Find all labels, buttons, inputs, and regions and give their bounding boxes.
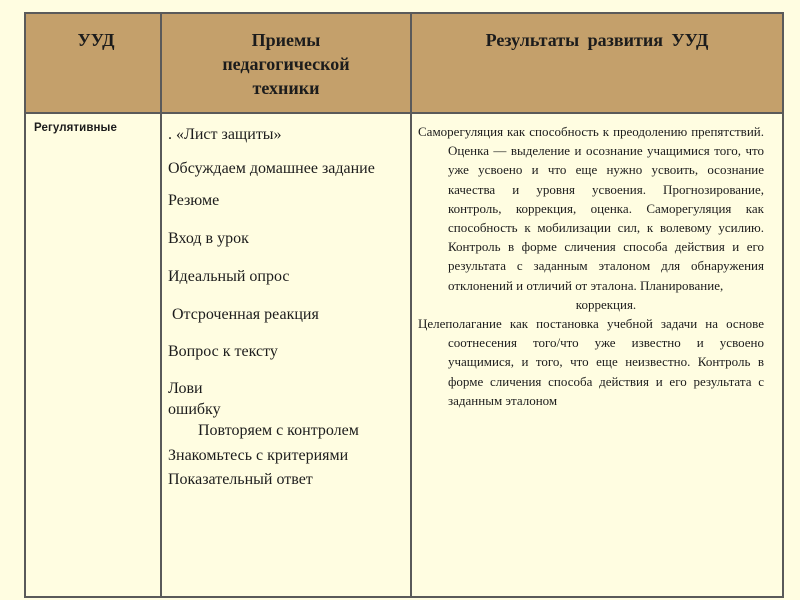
technique-item: Идеальный опрос [168, 268, 290, 285]
technique-item: Знакомьтесь с критериями [168, 447, 349, 464]
technique-item: Вход в урок [168, 230, 249, 247]
results-text-2: Целеполагание как постановка учебной задачи на основе соотнесения того/что уже известно и усвоено учащимися, и того, что еще неизвестно. Контроль в форме сличения способа действия и его результата с заданным эталоном [418, 316, 764, 408]
technique-item: Лови ошибку [168, 380, 221, 418]
results-text-1-end: коррекция. [575, 296, 637, 312]
category-cell: Регулятивные [34, 122, 117, 134]
header-techniques [162, 14, 410, 112]
header-techniques-label: Приемы педагогической техники [222, 30, 350, 98]
table-row [26, 114, 782, 596]
table-header-row [26, 14, 782, 114]
column-divider [410, 14, 412, 596]
technique-item: Повторяем с контролем [198, 422, 359, 439]
technique-item: . «Лист защиты» [168, 126, 282, 143]
results-text-1: Саморегуляция как способность к преодолению препятствий. Оценка — выделение и осознание учащимися того, что уже усвоено и что еще нужно усвоить, осознание качества и уровня усвоения. Прогнозирование, контроль, коррекция, оценка. Саморегуляция как способность к мобилизации сил, к волевому усилию. Контроль в форме сличения способа действия и его результата с заданным эталоном для обнаружения отклонений и отличий от эталона. Планирование, [418, 124, 764, 293]
header-results [412, 14, 782, 112]
header-uud-label: УУД [77, 30, 115, 50]
technique-item: Резюме [168, 192, 220, 209]
techniques-list [168, 124, 400, 490]
technique-item: Отсроченная реакция [168, 306, 319, 323]
technique-item: Вопрос к тексту [168, 343, 278, 360]
header-uud [26, 14, 160, 112]
results-paragraph-2 [418, 314, 764, 410]
results-paragraph-1 [418, 122, 764, 314]
column-divider [160, 14, 162, 596]
results-cell [418, 122, 764, 410]
header-results-label: Результаты развития УУД [485, 30, 709, 50]
uud-table [24, 12, 784, 598]
technique-item: Обсуждаем домашнее задание [168, 160, 375, 177]
technique-item: Показательный ответ [168, 471, 313, 488]
